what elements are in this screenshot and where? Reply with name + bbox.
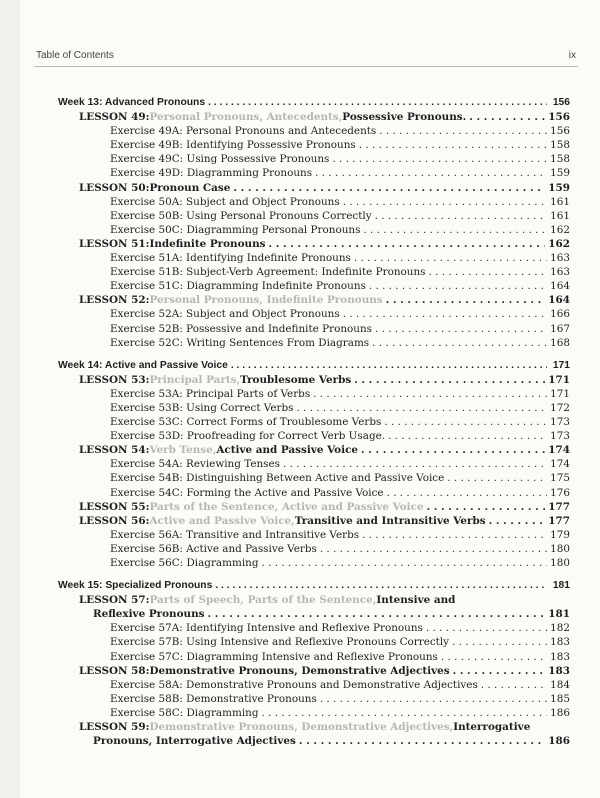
toc-exercise-entry[interactable] bbox=[58, 635, 570, 649]
toc-exercise-entry[interactable] bbox=[58, 486, 570, 500]
dot-leader bbox=[375, 209, 547, 223]
running-header bbox=[36, 50, 576, 61]
entry-title: Exercise 56B: Active and Passive Verbs bbox=[110, 542, 317, 555]
toc-exercise-entry[interactable] bbox=[58, 124, 570, 138]
page-number: 177 bbox=[548, 514, 570, 527]
header-page-numeral: ix bbox=[568, 50, 576, 61]
dot-leader bbox=[343, 195, 547, 209]
lesson-label: LESSON 54: bbox=[79, 444, 150, 457]
dot-leader bbox=[269, 237, 546, 251]
entry-title: Exercise 53D: Proofreading for Correct Verb Usage. bbox=[110, 430, 386, 443]
lesson-title: Interrogative bbox=[453, 721, 531, 734]
lesson-title: Demonstrative Pronouns, Demonstrative Adjectives bbox=[149, 664, 450, 677]
dot-leader bbox=[361, 443, 545, 457]
dot-leader bbox=[369, 279, 547, 293]
entry-title: Exercise 53C: Correct Forms of Troublesome Verbs bbox=[110, 416, 382, 429]
page-number: 172 bbox=[550, 401, 570, 414]
toc-exercise-entry[interactable] bbox=[58, 138, 570, 152]
page-number: 181 bbox=[548, 608, 570, 621]
page-number: 180 bbox=[550, 542, 570, 555]
toc-exercise-entry[interactable] bbox=[58, 223, 570, 237]
lesson-label: LESSON 51: bbox=[79, 237, 150, 250]
toc-exercise-entry[interactable] bbox=[58, 209, 570, 223]
toc-lesson-entry[interactable] bbox=[58, 500, 570, 514]
page-number: 162 bbox=[550, 223, 570, 236]
dot-leader bbox=[469, 110, 545, 124]
dot-leader bbox=[453, 664, 546, 678]
table-of-contents bbox=[58, 96, 570, 748]
toc-exercise-entry[interactable] bbox=[58, 307, 570, 321]
page-number: 158 bbox=[550, 153, 570, 166]
toc-exercise-entry[interactable] bbox=[58, 678, 570, 692]
lesson-review-topics: Demonstrative Pronouns, Demonstrative Adjectives, bbox=[149, 721, 454, 734]
toc-exercise-entry[interactable] bbox=[58, 195, 570, 209]
toc-lesson-entry[interactable] bbox=[58, 514, 570, 528]
page-number: 168 bbox=[550, 336, 570, 349]
dot-leader bbox=[427, 500, 546, 514]
toc-lesson-entry[interactable] bbox=[58, 593, 570, 607]
page-number: 177 bbox=[548, 500, 570, 513]
lesson-review-topics: Parts of the Sentence, Active and Passive Voice bbox=[149, 500, 424, 513]
dot-leader bbox=[441, 650, 547, 664]
entry-title: Exercise 49D: Diagramming Pronouns bbox=[110, 167, 313, 180]
lesson-title: Transitive and Intransitive Verbs bbox=[294, 514, 486, 527]
page-number: 161 bbox=[550, 195, 570, 208]
lesson-label: LESSON 49: bbox=[79, 111, 150, 124]
toc-lesson2-entry[interactable] bbox=[58, 734, 570, 748]
page-number: 162 bbox=[548, 237, 570, 250]
entry-title: Exercise 58A: Demonstrative Pronouns and Demonstrative Adjectives bbox=[110, 678, 478, 691]
toc-lesson-entry[interactable] bbox=[58, 237, 570, 251]
toc-lesson-entry[interactable] bbox=[58, 181, 570, 195]
dot-leader bbox=[262, 706, 548, 720]
toc-exercise-entry[interactable] bbox=[58, 471, 570, 485]
page-number: 183 bbox=[548, 664, 570, 677]
header-title: Table of Contents bbox=[36, 50, 114, 61]
dot-leader bbox=[207, 607, 545, 621]
dot-leader bbox=[375, 322, 547, 336]
entry-title: Exercise 50A: Subject and Object Pronouns bbox=[110, 195, 340, 208]
entry-title: Exercise 57C: Diagramming Intensive and Reflexive Pronouns bbox=[110, 650, 438, 663]
page-number: 180 bbox=[550, 557, 570, 569]
lesson-title: Pronoun Case bbox=[149, 181, 231, 194]
dot-leader bbox=[233, 181, 545, 195]
entry-title: Week 15: Specialized Pronouns bbox=[58, 580, 213, 592]
toc-exercise-entry[interactable] bbox=[58, 279, 570, 293]
lesson-review-topics: Parts of Speech, Parts of the Sentence, bbox=[149, 594, 377, 607]
entry-title: Exercise 53B: Using Correct Verbs bbox=[110, 401, 294, 414]
page-number: 184 bbox=[550, 678, 570, 691]
toc-exercise-entry[interactable] bbox=[58, 265, 570, 279]
toc-exercise-entry[interactable] bbox=[58, 706, 570, 720]
entry-title: Exercise 54C: Forming the Active and Passive Voice bbox=[110, 486, 384, 499]
toc-exercise-entry[interactable] bbox=[58, 429, 570, 443]
entry-title: Exercise 58C: Diagramming bbox=[110, 706, 259, 719]
toc-lesson-entry[interactable] bbox=[58, 373, 570, 387]
entry-title: Exercise 56A: Transitive and Intransitive Verbs bbox=[110, 528, 360, 541]
entry-title: Exercise 49B: Identifying Possessive Pronouns bbox=[110, 139, 356, 152]
toc-lesson-entry[interactable] bbox=[58, 664, 570, 678]
dot-leader bbox=[362, 528, 547, 542]
toc-exercise-entry[interactable] bbox=[58, 542, 570, 556]
page-number: 186 bbox=[548, 735, 570, 748]
dot-leader bbox=[343, 307, 547, 321]
page-number: 164 bbox=[548, 294, 570, 307]
toc-exercise-entry[interactable] bbox=[58, 415, 570, 429]
entry-title: Exercise 54A: Reviewing Tenses bbox=[110, 458, 280, 471]
toc-exercise-entry[interactable] bbox=[58, 692, 570, 706]
page-number: 156 bbox=[548, 111, 570, 124]
page-number: 166 bbox=[550, 308, 570, 321]
toc-exercise-entry[interactable] bbox=[58, 166, 570, 180]
page-number: 171 bbox=[552, 359, 570, 371]
section-gap bbox=[58, 570, 570, 579]
toc-exercise-entry[interactable] bbox=[58, 528, 570, 542]
lesson-label: LESSON 50: bbox=[79, 181, 150, 194]
page-number: 171 bbox=[548, 373, 570, 386]
entry-title: Exercise 52B: Possessive and Indefinite Pronouns bbox=[110, 322, 372, 335]
entry-title: Exercise 54B: Distinguishing Between Active and Passive Voice bbox=[110, 472, 445, 485]
lesson-title: Active and Passive Voice bbox=[216, 444, 359, 457]
dot-leader bbox=[296, 401, 547, 415]
dot-leader bbox=[231, 359, 547, 373]
toc-exercise-entry[interactable] bbox=[58, 556, 570, 570]
toc-exercise-entry[interactable] bbox=[58, 621, 570, 635]
lesson-label: LESSON 53: bbox=[79, 373, 150, 386]
entry-title: Exercise 53A: Principal Parts of Verbs bbox=[110, 387, 311, 400]
page-number: 164 bbox=[550, 280, 570, 293]
toc-exercise-entry[interactable] bbox=[58, 336, 570, 350]
entry-title: Week 14: Active and Passive Voice bbox=[58, 359, 228, 371]
dot-leader bbox=[386, 293, 546, 307]
lesson-label: LESSON 56: bbox=[79, 514, 150, 527]
dot-leader bbox=[320, 692, 547, 706]
lesson-title: Troublesome Verbs bbox=[240, 373, 352, 386]
toc-lesson-entry[interactable] bbox=[58, 443, 570, 457]
dot-leader bbox=[384, 415, 547, 429]
entry-title: Reflexive Pronouns bbox=[93, 608, 205, 621]
toc-exercise-entry[interactable] bbox=[58, 387, 570, 401]
toc-exercise-entry[interactable] bbox=[58, 251, 570, 265]
dot-leader bbox=[208, 96, 547, 110]
lesson-review-topics: Personal Pronouns, Antecedents, bbox=[149, 111, 343, 124]
page-number: 183 bbox=[550, 636, 570, 649]
page-number: 176 bbox=[550, 486, 570, 499]
entry-title: Exercise 58B: Demonstrative Pronouns bbox=[110, 692, 317, 705]
dot-leader bbox=[359, 138, 547, 152]
lesson-title: Intensive and bbox=[376, 594, 456, 607]
entry-title: Exercise 52C: Writing Sentences From Diagrams bbox=[110, 336, 370, 349]
lesson-label: LESSON 57: bbox=[79, 594, 150, 607]
entry-title: Exercise 52A: Subject and Object Pronouns bbox=[110, 308, 340, 321]
page-number: 156 bbox=[550, 125, 570, 138]
dot-leader bbox=[489, 514, 546, 528]
toc-lesson-entry[interactable] bbox=[58, 720, 570, 734]
entry-title: Exercise 51A: Identifying Indefinite Pronouns bbox=[110, 252, 351, 265]
toc-exercise-entry[interactable] bbox=[58, 457, 570, 471]
page-number: 175 bbox=[550, 472, 570, 485]
lesson-label: LESSON 55: bbox=[79, 500, 150, 513]
toc-lesson-entry[interactable] bbox=[58, 110, 570, 124]
page-number: 171 bbox=[550, 387, 570, 400]
dot-leader bbox=[315, 166, 547, 180]
page-number: 174 bbox=[550, 458, 570, 471]
page-number: 163 bbox=[550, 252, 570, 265]
dot-leader bbox=[354, 373, 545, 387]
toc-exercise-entry[interactable] bbox=[58, 152, 570, 166]
toc-exercise-entry[interactable] bbox=[58, 401, 570, 415]
entry-title: Pronouns, Interrogative Adjectives bbox=[93, 735, 296, 748]
page-number: 183 bbox=[550, 650, 570, 663]
page-number: 156 bbox=[552, 97, 570, 108]
dot-leader bbox=[388, 429, 547, 443]
dot-leader bbox=[429, 265, 548, 279]
header-rule bbox=[34, 66, 578, 67]
lesson-label: LESSON 58: bbox=[79, 664, 150, 677]
entry-title: Exercise 51C: Diagramming Indefinite Pronouns bbox=[110, 280, 366, 293]
section-gap bbox=[58, 350, 570, 359]
dot-leader bbox=[379, 124, 547, 138]
dot-leader bbox=[215, 579, 547, 593]
dot-leader bbox=[387, 486, 547, 500]
entry-title: Exercise 50B: Using Personal Pronouns Correctly bbox=[110, 209, 372, 222]
page-number: 167 bbox=[550, 322, 570, 335]
entry-title: Exercise 57A: Identifying Intensive and Reflexive Pronouns bbox=[110, 622, 423, 635]
toc-week-entry[interactable] bbox=[58, 579, 570, 593]
dot-leader bbox=[332, 152, 547, 166]
dot-leader bbox=[320, 542, 547, 556]
lesson-title: Indefinite Pronouns bbox=[149, 237, 266, 250]
dot-leader bbox=[262, 556, 548, 570]
toc-lesson-entry[interactable] bbox=[58, 293, 570, 307]
dot-leader bbox=[452, 635, 547, 649]
lesson-review-topics: Principal Parts, bbox=[149, 373, 241, 386]
lesson-title: Possessive Pronouns. bbox=[342, 111, 467, 124]
dot-leader bbox=[447, 471, 547, 485]
entry-title: Exercise 49C: Using Possessive Pronouns bbox=[110, 153, 330, 166]
dot-leader bbox=[354, 251, 547, 265]
toc-exercise-entry[interactable] bbox=[58, 322, 570, 336]
lesson-review-topics: Personal Pronouns, Indefinite Pronouns bbox=[149, 294, 383, 307]
entry-title: Exercise 57B: Using Intensive and Reflexive Pronouns Correctly bbox=[110, 636, 450, 649]
page-number: 186 bbox=[550, 706, 570, 719]
toc-exercise-entry[interactable] bbox=[58, 650, 570, 664]
dot-leader bbox=[283, 457, 547, 471]
entry-title: Exercise 51B: Subject-Verb Agreement: Indefinite Pronouns bbox=[110, 266, 426, 279]
dot-leader bbox=[481, 678, 547, 692]
toc-lesson2-entry[interactable] bbox=[58, 607, 570, 621]
book-page bbox=[20, 0, 600, 798]
page-number: 173 bbox=[550, 430, 570, 443]
entry-title: Exercise 56C: Diagramming bbox=[110, 557, 259, 569]
page-number: 163 bbox=[550, 266, 570, 279]
entry-title: Exercise 50C: Diagramming Personal Pronouns bbox=[110, 223, 361, 236]
dot-leader bbox=[363, 223, 547, 237]
page-number: 173 bbox=[550, 416, 570, 429]
dot-leader bbox=[372, 336, 547, 350]
toc-week-entry[interactable] bbox=[58, 359, 570, 373]
lesson-label: LESSON 52: bbox=[79, 294, 150, 307]
page-number: 161 bbox=[550, 209, 570, 222]
dot-leader bbox=[313, 387, 547, 401]
page-number: 181 bbox=[552, 580, 570, 592]
page-number: 159 bbox=[548, 181, 570, 194]
toc-week-entry[interactable] bbox=[58, 96, 570, 110]
lesson-label: LESSON 59: bbox=[79, 721, 150, 734]
page-number: 182 bbox=[550, 622, 570, 635]
lesson-review-topics: Active and Passive Voice, bbox=[149, 514, 295, 527]
entry-title: Exercise 49A: Personal Pronouns and Antecedents bbox=[110, 125, 377, 138]
dot-leader bbox=[299, 734, 545, 748]
page-number: 185 bbox=[550, 692, 570, 705]
page-number: 174 bbox=[548, 444, 570, 457]
page-number: 159 bbox=[550, 167, 570, 180]
dot-leader bbox=[426, 621, 547, 635]
page-number: 158 bbox=[550, 139, 570, 152]
entry-title: Week 13: Advanced Pronouns bbox=[58, 97, 206, 108]
page-number: 179 bbox=[550, 528, 570, 541]
lesson-review-topics: Verb Tense, bbox=[149, 444, 217, 457]
